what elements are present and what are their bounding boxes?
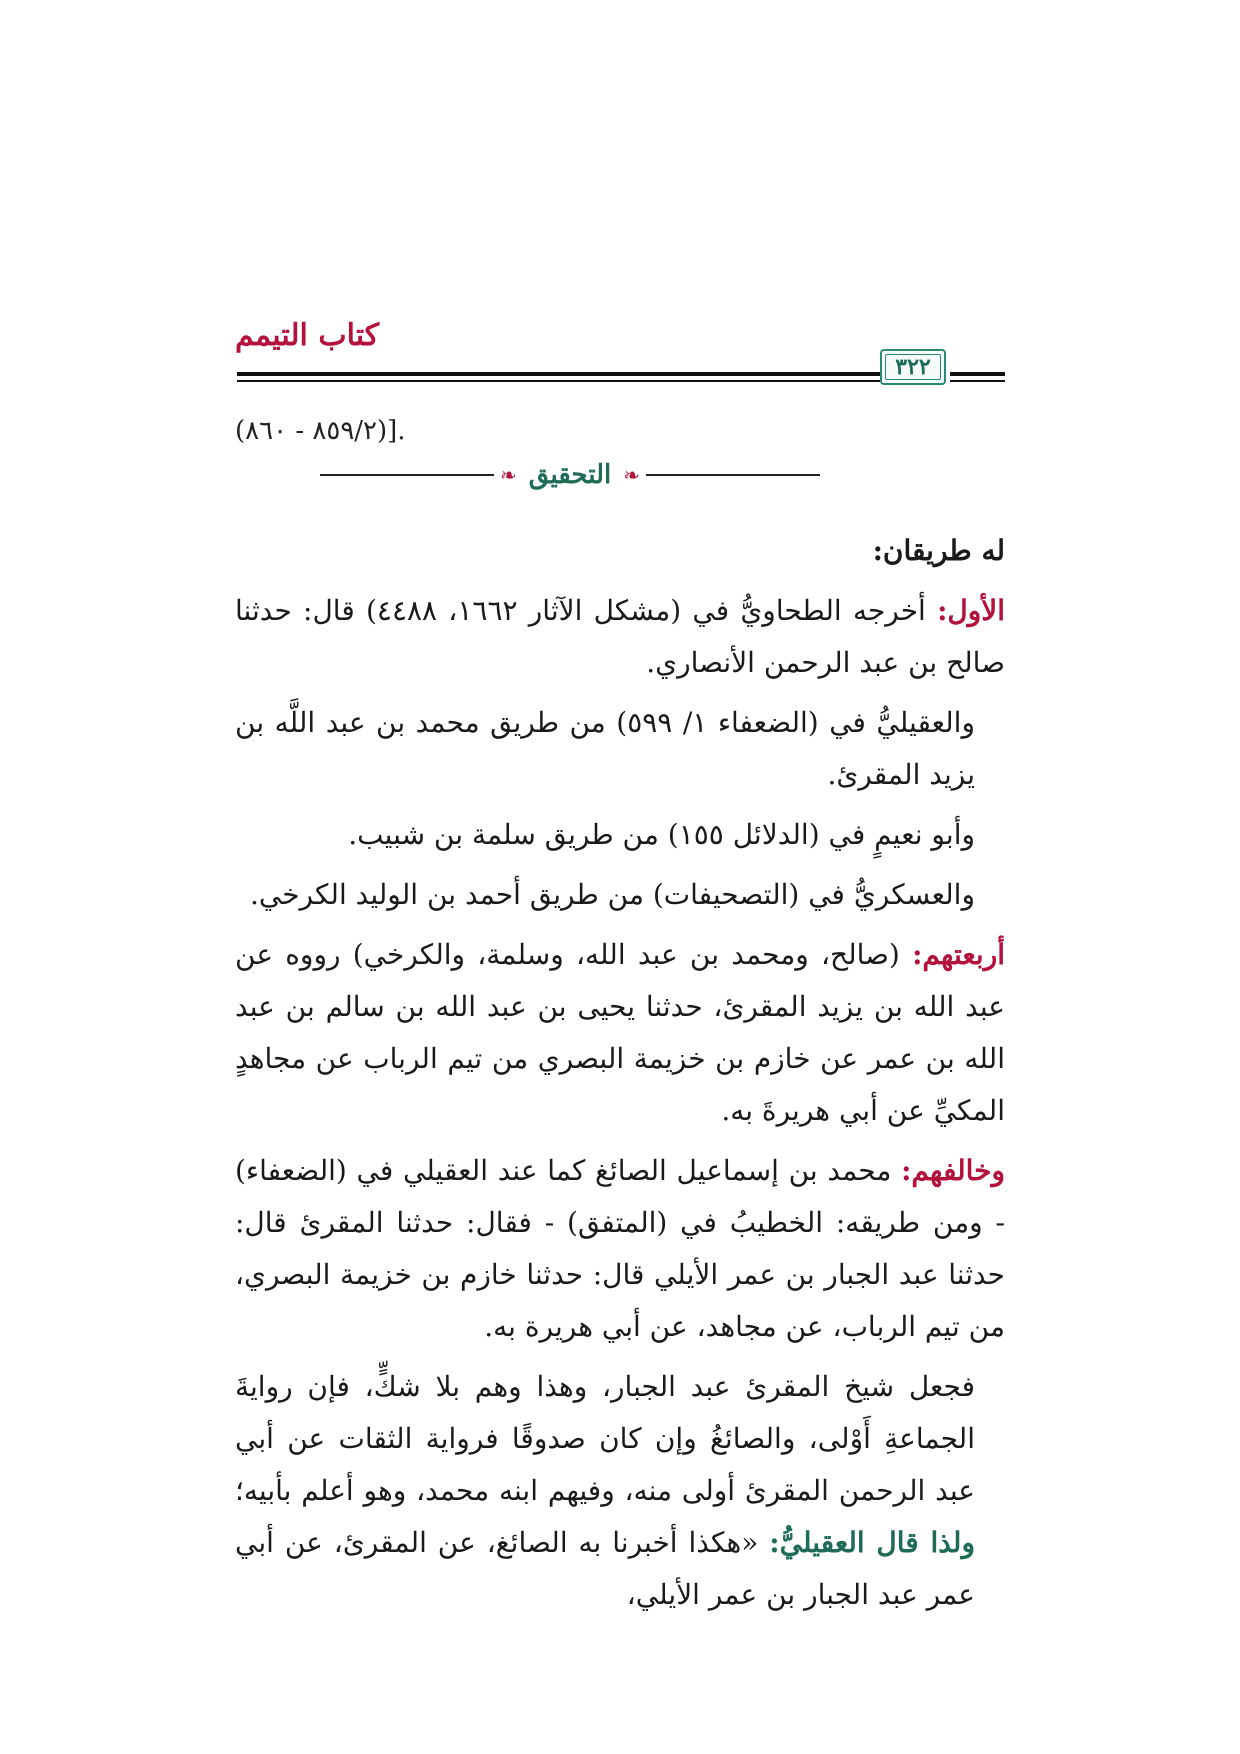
paragraph-contradiction [235,1145,1005,1353]
paragraph-conclusion-text-b: «هكذا أخبرنا به الصائغ، عن المقرئ، عن أبي عمر عبد الجبار بن عمر الأيلي، [235,1526,975,1611]
paragraph-abu-nuaym: وأبو نعيمٍ في (الدلائل ١٥٥) من طريق سلمة بن شبيب. [348,818,975,851]
paragraph-uqayli: والعقيليُّ في (الضعفاء ١/ ٥٩٩) من طريق محمد بن عبد اللَّه بن يزيد المقرئ. [235,706,975,791]
header-rule-thin [237,380,880,382]
keyword-uqayli-said: ولذا قال العقيليُّ: [769,1526,975,1559]
paragraph-first [235,585,1005,689]
keyword-first: الأول: [937,594,1006,627]
ornament-icon: ❧ [500,463,517,487]
header-rule-thin-right [950,380,1005,382]
book-title: كتاب التيمم [235,318,380,353]
divider-line-left [320,474,494,476]
keyword-four: أربعتهم: [912,938,1005,971]
paragraph-four-text: (صالح، ومحمد بن عبد الله، وسلمة، والكرخي) رووه عن عبد الله بن يزيد المقرئ، حدثنا يحيى بن عبد الله بن سالم بن عبد الله بن عمر عن خازم بن خزيمة البصري من تيم الرباب عن مجاهدٍ المكيِّ عن أبي هريرةَ به. [235,938,1005,1127]
paragraph-askari: والعسكريُّ في (التصحيفات) من طريق أحمد بن الوليد الكرخي. [249,878,975,911]
divider-line-right [646,474,820,476]
reference-line: (٨٥٩/٢ - ٨٦٠)]. [235,416,406,446]
paragraph-contradiction-text: محمد بن إسماعيل الصائغ كما عند العقيلي في (الضعفاء) - ومن طريقه: الخطيبُ في (المتفق) - فقال: حدثنا المقرئ قال: حدثنا عبد الجبار بن عمر الأيلي قال: حدثنا خازم بن خزيمة البصري، من تيم الرباب، عن مجاهد، عن أبي هريرة به. [235,1154,1005,1343]
page-number-badge [880,349,946,385]
section-heading: التحقيق [528,460,612,490]
ornament-icon: ❧ [623,463,640,487]
header-rule-thick [237,372,880,376]
page-number: ٣٢٢ [895,354,931,380]
paragraph-conclusion-text-a: فجعل شيخ المقرئ عبد الجبار، وهذا وهم بلا شكٍّ، فإن روايةَ الجماعةِ أَوْلى، والصائغُ وإن كان صدوقًا فرواية الثقات عن أبي عبد الرحمن المقرئ أولى منه، وفيهم ابنه محمد، وهو أعلم بأبيه؛ [235,1370,975,1507]
header-rule-thick-right [950,372,1005,376]
section-divider [320,455,820,495]
intro-line: له طريقان: [872,534,1005,567]
paragraph-conclusion [235,1361,1005,1621]
paragraph-first-text: أخرجه الطحاويُّ في (مشكل الآثار ١٦٦٢، ٤٤٨٨) قال: حدثنا صالح بن عبد الرحمن الأنصاري. [235,594,1005,679]
body-text [235,525,1005,1629]
paragraph-four-of-them [235,929,1005,1137]
keyword-contradiction: وخالفهم: [901,1154,1005,1187]
